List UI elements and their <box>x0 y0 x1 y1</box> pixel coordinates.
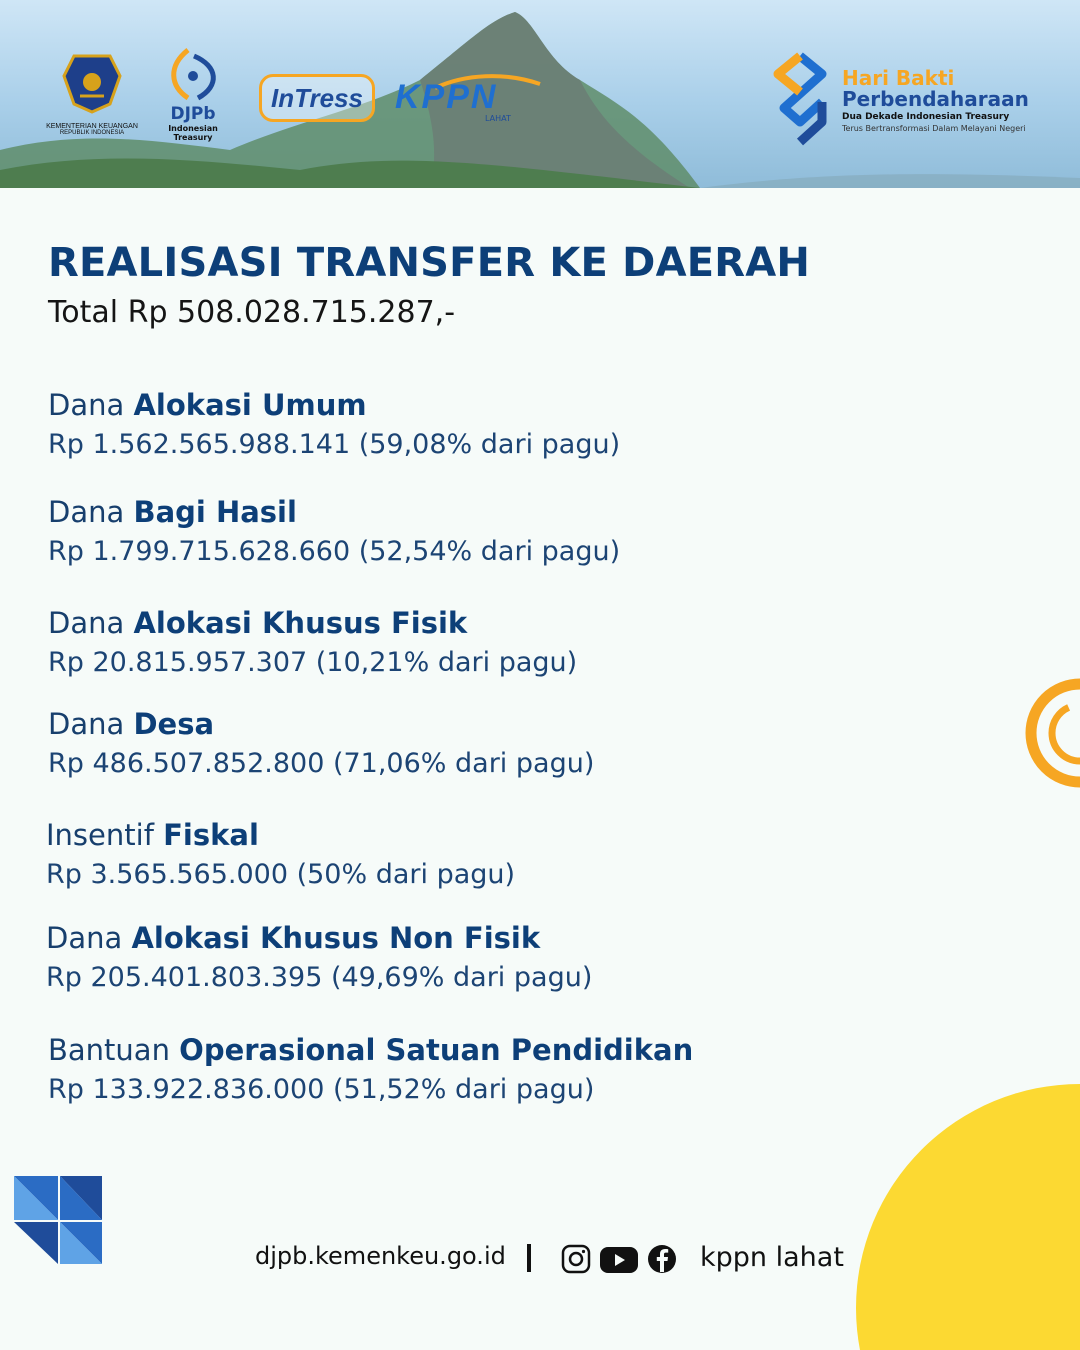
page-title: REALISASI TRANSFER KE DAERAH <box>48 240 811 286</box>
kppn-text: KPPN <box>395 78 498 116</box>
item-name: Alokasi Khusus Fisik <box>133 606 468 640</box>
kemenkeu-emblem-icon <box>44 54 140 114</box>
item-name: Desa <box>133 707 215 741</box>
item-prefix: Insentif <box>46 818 164 852</box>
item-name: Bagi Hasil <box>133 495 297 529</box>
item-name: Alokasi Umum <box>133 388 367 422</box>
kppn-logo <box>395 72 545 128</box>
list-item <box>46 815 515 895</box>
hari-bakti-line3: Dua Dekade Indonesian Treasury <box>842 112 1010 122</box>
item-prefix: Dana <box>48 707 134 741</box>
item-value: Rp 486.507.852.800 (71,06% dari pagu) <box>48 748 595 779</box>
item-value: Rp 1.562.565.988.141 (59,08% dari pagu) <box>48 429 621 460</box>
item-prefix: Dana <box>48 495 134 529</box>
item-value: Rp 133.922.836.000 (51,52% dari pagu) <box>48 1074 595 1105</box>
list-item <box>48 1030 693 1110</box>
facebook-icon[interactable] <box>647 1244 677 1274</box>
item-value: Rp 1.799.715.628.660 (52,54% dari pagu) <box>48 536 621 567</box>
intress-text: InTress <box>270 83 363 113</box>
website-link[interactable]: djpb.kemenkeu.go.id <box>255 1242 506 1270</box>
djpb-title: DJPb <box>170 104 216 124</box>
djpb-emblem-icon <box>148 46 238 102</box>
orange-arc-decoration <box>1008 678 1080 788</box>
list-item <box>46 918 592 998</box>
kemenkeu-logo <box>44 54 140 146</box>
list-item <box>48 704 594 784</box>
social-account-name[interactable]: kppn lahat <box>700 1242 844 1273</box>
list-item <box>48 492 620 572</box>
item-name: Alokasi Khusus Non Fisik <box>131 921 541 955</box>
list-item <box>48 385 620 465</box>
instagram-icon[interactable] <box>561 1244 591 1274</box>
item-value: Rp 205.401.803.395 (49,69% dari pagu) <box>46 962 593 993</box>
hari-bakti-line2: Perbendaharaan <box>842 87 1029 111</box>
hari-bakti-logo <box>770 52 1050 148</box>
item-value: Rp 3.565.565.000 (50% dari pagu) <box>46 859 516 890</box>
djpb-subtitle: Indonesian Treasury <box>168 124 218 142</box>
djpb-logo <box>148 46 238 142</box>
hari-bakti-line4: Terus Bertransformasi Dalam Melayani Negeri <box>842 124 1026 133</box>
item-value: Rp 20.815.957.307 (10,21% dari pagu) <box>48 647 578 678</box>
djpb-corner-logo-icon <box>14 1176 104 1266</box>
list-item <box>48 603 577 683</box>
youtube-icon[interactable] <box>599 1244 639 1274</box>
item-prefix: Dana <box>46 921 132 955</box>
item-prefix: Dana <box>48 388 134 422</box>
footer-divider <box>527 1244 531 1272</box>
yellow-circle-decoration <box>856 1084 1080 1350</box>
kppn-subtitle: LAHAT <box>485 114 511 123</box>
hari-bakti-line1: Hari Bakti <box>842 66 955 90</box>
item-prefix: Bantuan <box>48 1033 180 1067</box>
kemenkeu-text-line2: REPUBLIK INDONESIA <box>59 130 125 136</box>
item-name: Operasional Satuan Pendidikan <box>179 1033 694 1067</box>
item-prefix: Dana <box>48 606 134 640</box>
hari-bakti-emblem-icon <box>770 52 830 146</box>
total-amount: Total Rp 508.028.715.287,- <box>48 295 456 330</box>
header-banner <box>0 0 1080 188</box>
kemenkeu-text-line1: KEMENTERIAN KEUANGAN <box>46 123 138 130</box>
item-name: Fiskal <box>163 818 259 852</box>
intress-logo <box>259 74 375 122</box>
